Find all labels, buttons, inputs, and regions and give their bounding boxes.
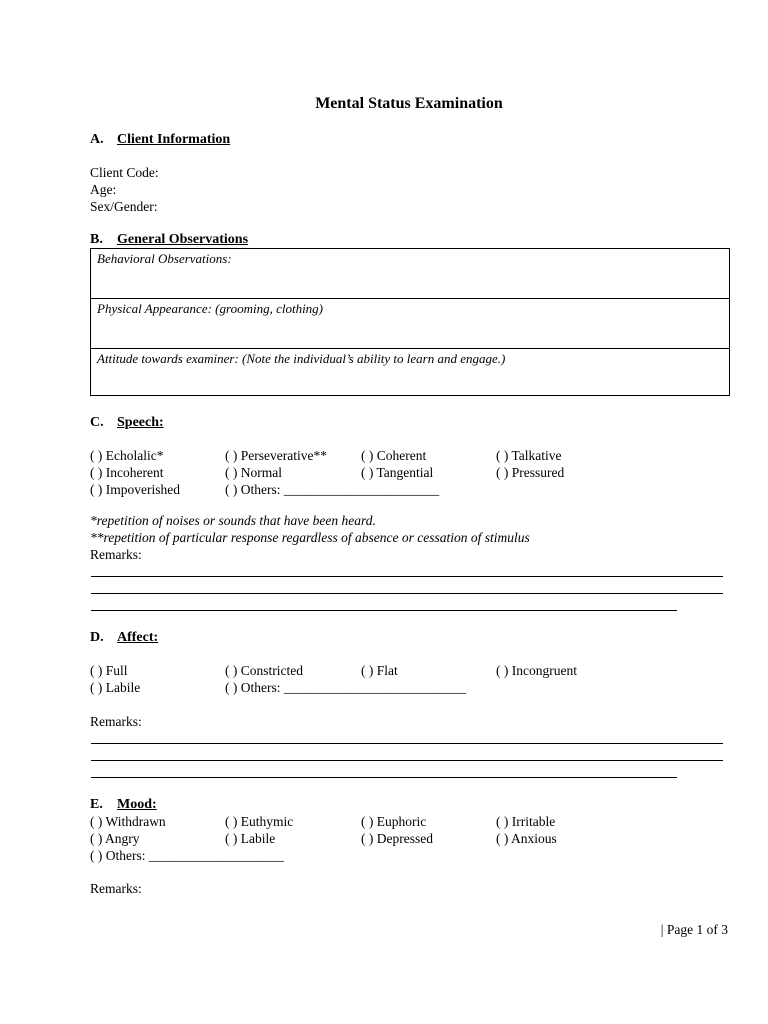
mood-option: ( ) Irritable [496,814,556,829]
speech-option: ( ) Impoverished [90,482,180,497]
mood-option-others: ( ) Others: ____________________ [90,848,284,863]
physical-appearance-label: Physical Appearance: (grooming, clothing) [97,301,324,316]
speech-footnote-2: **repetition of particular response regardless of absence or cessation of stimulus [90,530,530,545]
affect-option: ( ) Flat [361,663,398,678]
speech-footnote-1: *repetition of noises or sounds that have been heard. [90,513,376,528]
affect-option: ( ) Constricted [225,663,303,678]
speech-option: ( ) Tangential [361,465,434,480]
mood-option: ( ) Angry [90,831,140,846]
speech-option: ( ) Normal [225,465,282,480]
speech-option: ( ) Echolalic* [90,448,164,463]
row-divider [91,298,729,299]
speech-option: ( ) Coherent [361,448,427,463]
affect-remarks-line [91,760,723,761]
page-number: | Page 1 of 3 [660,922,728,937]
sex-gender-field: Sex/Gender: [90,199,158,214]
row-divider [91,348,729,349]
section-b-heading [90,231,248,248]
speech-remarks-line [91,593,723,594]
section-a-heading [90,131,230,148]
behavioral-observations-label: Behavioral Observations: [97,251,232,266]
general-observations-table [90,248,730,396]
section-b-name: General Observations [117,232,249,247]
section-b-letter: B. [90,232,103,247]
affect-remarks-label: Remarks: [90,714,142,729]
mood-option: ( ) Labile [225,831,276,846]
speech-option: ( ) Perseverative** [225,448,327,463]
section-d-name: Affect: [117,630,159,645]
speech-remarks-line [91,610,677,611]
section-e-letter: E. [90,797,103,812]
section-a-name: Client Information [117,132,231,147]
affect-option: ( ) Full [90,663,128,678]
mood-option: ( ) Euthymic [225,814,294,829]
speech-option: ( ) Incoherent [90,465,164,480]
age-field: Age: [90,182,117,197]
section-c-heading [90,414,164,431]
section-d-heading [90,629,158,646]
affect-option: ( ) Incongruent [496,663,577,678]
section-a-letter: A. [90,132,104,147]
speech-option: ( ) Talkative [496,448,562,463]
affect-remarks-line [91,743,723,744]
speech-remarks-label: Remarks: [90,547,142,562]
mood-option: ( ) Euphoric [361,814,427,829]
mood-remarks-label: Remarks: [90,881,142,896]
speech-option-others: ( ) Others: _______________________ [225,482,440,497]
mood-option: ( ) Depressed [361,831,433,846]
affect-option-others: ( ) Others: ___________________________ [225,680,467,695]
speech-remarks-line [91,576,723,577]
section-e-heading [90,796,157,813]
mood-option: ( ) Withdrawn [90,814,166,829]
affect-remarks-line [91,777,677,778]
client-code-field: Client Code: [90,165,159,180]
affect-option: ( ) Labile [90,680,141,695]
speech-option: ( ) Pressured [496,465,565,480]
section-e-name: Mood: [117,797,157,812]
page-title: Mental Status Examination [315,95,503,112]
mood-option: ( ) Anxious [496,831,557,846]
section-d-letter: D. [90,630,104,645]
section-c-letter: C. [90,415,104,430]
section-c-name: Speech: [117,415,164,430]
attitude-towards-examiner-label: Attitude towards examiner: (Note the individual’s ability to learn and engage.) [97,351,506,366]
